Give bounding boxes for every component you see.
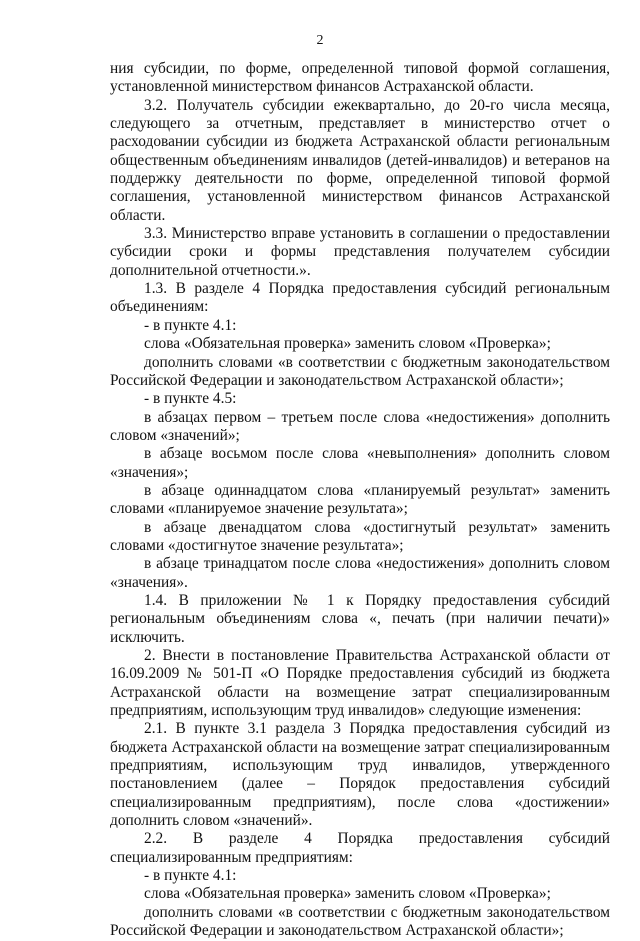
paragraph-add-words-b: дополнить словами «в соответствии с бюджетным законодательством Российской Федерации и законодательством Астраханской области»; <box>110 903 610 940</box>
paragraph-subclause-13: в абзаце тринадцатом после слова «недостижения» дополнить словом «значения». <box>110 555 610 591</box>
paragraph-3-3: 3.3. Министерство вправе установить в соглашении о предоставлении субсидии сроки и формы представления получателем субсидии дополнительной отчетности.». <box>110 225 610 279</box>
paragraph-clause-4-1-b: - в пункте 4.1: <box>144 867 237 885</box>
paragraph-2-1: 2.1. В пункте 3.1 раздела 3 Порядка предоставления субсидий из бюджета Астраханской области на возмещение затрат специализированным предприятиям, использующим труд инвалидов, утвержденного постановлением (далее – Порядок предоставления субсидий специализированным предприятиям), после слова «достижении» дополнить словом «значений». <box>110 720 610 830</box>
paragraph-replace-word: слова «Обязательная проверка» заменить словом «Проверка»; <box>144 335 551 353</box>
paragraph-subclause-11: в абзаце одиннадцатом слова «планируемый результат» заменить словами «планируемое значение результата»; <box>110 481 610 518</box>
paragraph-2-2: 2.2. В разделе 4 Порядка предоставления субсидий специализированным предприятиям: <box>110 830 610 866</box>
paragraph-1-4: 1.4. В приложении № 1 к Порядку предоставления субсидий региональным объединениям слова «, печать (при наличии печати)» исключить. <box>110 591 610 646</box>
paragraph-continuation: ния субсидии, по форме, определенной типовой формой соглашения, установленной министерством финансов Астраханской области. <box>110 60 610 96</box>
paragraph-1-3: 1.3. В разделе 4 Порядка предоставления субсидий региональным объединениям: <box>110 280 610 316</box>
paragraph-2: 2. Внести в постановление Правительства Астраханской области от 16.09.2009 № 501-П «О Порядке предоставления субсидий из бюджета Астраханской области на возмещение затрат специализированным предприятиям, использующим труд инвалидов» следующие изменения: <box>110 647 610 720</box>
paragraph-replace-word-b: слова «Обязательная проверка» заменить словом «Проверка»; <box>144 885 551 903</box>
paragraph-clause-4-5: - в пункте 4.5: <box>144 390 237 408</box>
document-body <box>110 60 610 941</box>
page-number: 2 <box>316 33 324 48</box>
paragraph-add-words: дополнить словами «в соответствии с бюджетным законодательством Российской Федерации и законодательством Астраханской области»; <box>110 353 610 389</box>
paragraph-3-2: 3.2. Получатель субсидии ежеквартально, до 20-го числа месяца, следующего за отчетным, представляет в министерство отчет о расходовании субсидии из бюджета Астраханской области региональным общественным объединениям инвалидов (детей-инвалидов) и ветеранов на поддержку деятельности по форме, определенной типовой формой соглашения, установленной министерством финансов Астраханской области. <box>110 96 610 224</box>
paragraph-subclause-8: в абзаце восьмом после слова «невыполнения» дополнить словом «значения»; <box>110 445 610 481</box>
paragraph-subclause-1: в абзацах первом – третьем после слова «недостижения» дополнить словом «значений»; <box>110 408 610 444</box>
paragraph-clause-4-1: - в пункте 4.1: <box>144 316 237 334</box>
paragraph-subclause-12: в абзаце двенадцатом слова «достигнутый результат» заменить словами «достигнутое значение результата»; <box>110 518 610 554</box>
